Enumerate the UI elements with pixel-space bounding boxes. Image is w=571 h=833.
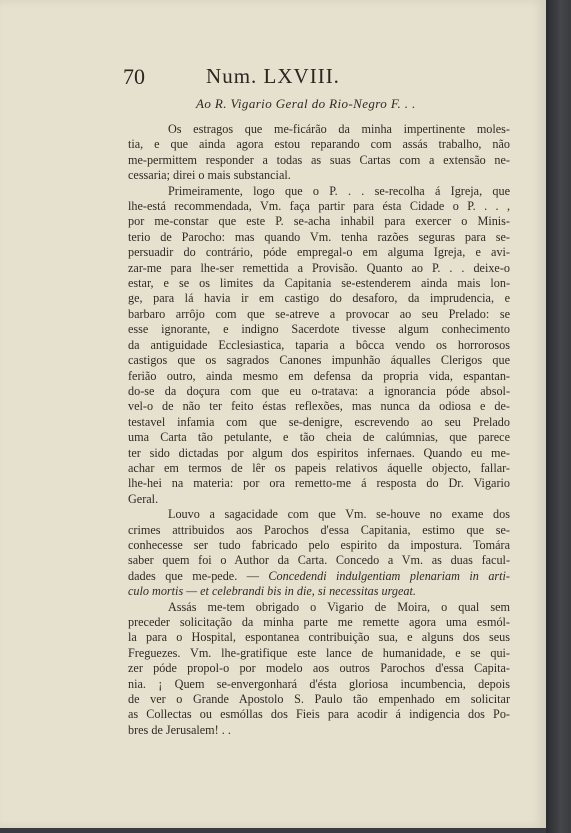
- text-line: tia, e que ainda agora estou reparando com assás trabalho, não: [128, 137, 510, 152]
- text-line: uma Carta tão petulante, e tão cheia de calúmnias, que parece: [128, 430, 510, 445]
- text-line: do-se da doçura com que eu o-tratava: a ignorancia póde absol-: [128, 383, 510, 398]
- text-line: Primeiramente, logo que o P. . . se-recolha á Igreja, que: [168, 183, 510, 198]
- page-number: 70: [123, 64, 145, 89]
- text-line: culo mortis — et celebrandi bis in die, si necessitas urgeat.: [128, 584, 416, 599]
- text-line: me-permittem responder a todas as suas Cartas com a extensão ne-: [128, 152, 510, 167]
- text-line: Assás me-tem obrigado o Vigario de Moira, o qual sem: [168, 599, 510, 614]
- letter-salutation: Ao R. Vigario Geral do Rio-Negro F. . .: [196, 96, 416, 111]
- text-line: barbaro arrôjo com que se-atreve a provocar ao seu Prelado: se: [128, 306, 510, 321]
- text-line: nia. ¡ Quem se-envergonhará d'ésta gloriosa incumbencia, depois: [128, 676, 510, 691]
- text-line: Freguezes. Vm. lhe-gratifique este lance de humanidade, e se qui-: [128, 645, 510, 660]
- text-line: Geral.: [128, 491, 159, 506]
- text-line: dades que me-pede. — Concedendi indulgentiam plenariam in arti-: [128, 568, 510, 583]
- text-line: lhe-está recommendada, Vm. faça partir para ésta Cidade o P. . . ,: [128, 199, 510, 214]
- text-line: testavel infamia com que se-denigre, escrevendo ao seu Prelado: [128, 414, 510, 429]
- text-line: zer póde propol-o por modelo aos outros Parochos d'essa Capita-: [128, 661, 510, 676]
- text-line: lhe-hei na materia: por ora remetto-me á resposta do Dr. Vigario: [128, 476, 510, 491]
- text-line: Os estragos que me-ficárão da minha impertinente moles-: [168, 122, 510, 136]
- text-line: terio de Parocho: mas quando Vm. tenha razões seguras para se-: [128, 229, 510, 244]
- text-line: crimes attribuidos aos Parochos d'essa Capitania, estimo que se-: [128, 522, 510, 537]
- text-line: achar em termos de lêr os papeis relativos áquelle objecto, fallar-: [128, 460, 510, 475]
- text-line: ge, para lá havia ir em castigo do desaforo, da imprudencia, e: [128, 291, 510, 306]
- text-line: persuadir do contrário, póde empregal-o em alguma Igreja, e avi-: [128, 245, 510, 260]
- text-line: as Collectas ou esmóllas dos Fieis para acodir á indigencia dos Po-: [128, 707, 510, 722]
- running-head: Num. LXVIII.: [206, 64, 340, 88]
- text-line: cessaria; direi o mais substancial.: [128, 168, 291, 183]
- text-line: castigos que os sagrados Canones impunhão áqualles Clerigos que: [128, 353, 510, 368]
- text-line: estar, e se os limites da Capitania se-estenderem ainda mais lon-: [128, 276, 510, 291]
- text-line: preceder solicitação da minha parte me remette agora uma esmól-: [128, 615, 510, 629]
- text-line: por me-constar que este P. se-acha inhabil para exercer o Minis-: [128, 214, 510, 229]
- text-line: Louvo a sagacidade com que Vm. se-houve no exame dos: [168, 507, 510, 522]
- text-line: ter sido dictadas por algum dos espiritos infernaes. Quando eu me-: [128, 445, 510, 460]
- text-line: zar-me para lhe-ser remettida a Provisão. Quanto ao P. . . deixe-o: [128, 260, 510, 275]
- text-line: bres de Jerusalem! . .: [128, 722, 231, 737]
- text-line: da antiguidade Ecclesiastica, taparia a bôcca vendo os horrorosos: [128, 337, 510, 352]
- text-line: ferião outro, ainda mesmo em defensa da propria vida, espantan-: [128, 368, 510, 383]
- letter-body: [128, 122, 510, 738]
- scanner-background-strip: [546, 0, 571, 833]
- text-line: de ver o Grande Apostolo S. Paulo tão empenhado em solicitar: [128, 692, 510, 707]
- text-line: esse ignorante, e indigno Sacerdote tivesse algum conhecimento: [128, 322, 510, 337]
- text-line: la para o Hospital, espontanea contribuição sua, e alguns dos seus: [128, 630, 510, 645]
- text-line: saber quem foi o Author da Carta. Concedo a Vm. as duas facul-: [128, 553, 510, 568]
- text-line: vel-o de não ter feito éstas reflexões, mas nunca da odiosa e de-: [128, 399, 510, 414]
- text-line: conhecesse ser tudo fabricado pelo espirito da impostura. Tomára: [128, 537, 510, 552]
